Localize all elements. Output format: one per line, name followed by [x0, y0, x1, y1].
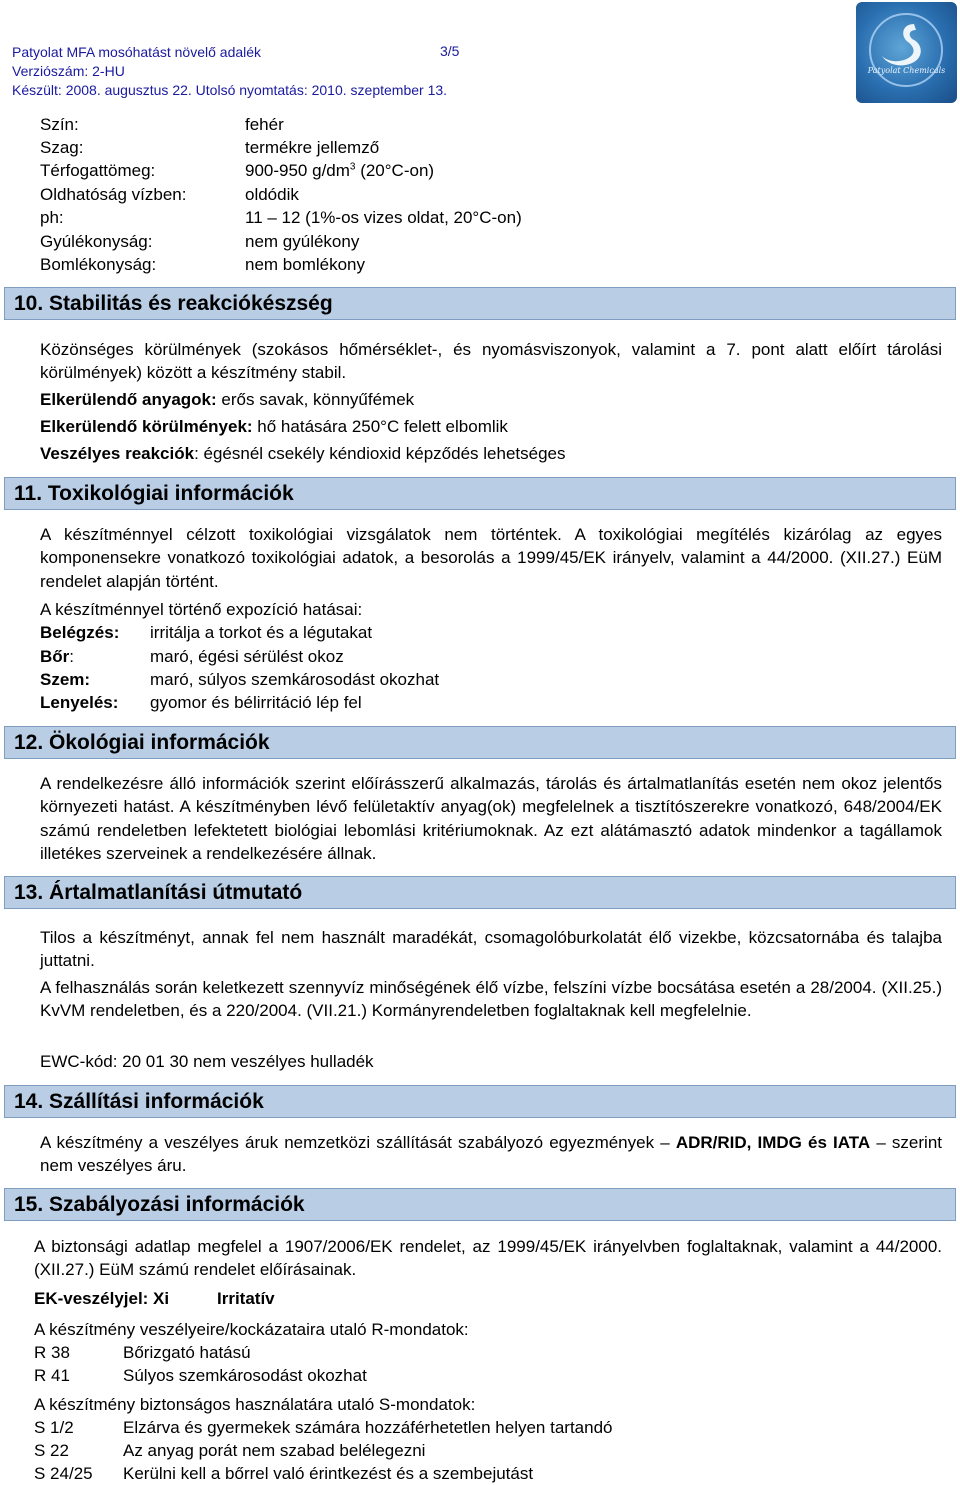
s15-s-intro: A készítmény biztonságos használatára utaló S-mondatok: [34, 1395, 476, 1414]
prop-value: termékre jellemző [245, 138, 380, 157]
r-code: R 38 [34, 1343, 70, 1362]
s13-paragraph-1: Tilos a készítményt, annak fel nem használt maradékát, csomagolóburkolatát élő vizekbe, közcsatornába és talajba juttatni. [40, 928, 942, 971]
effect-label: Bőr: [40, 647, 75, 666]
r-text: Bőrizgató hatású [123, 1343, 251, 1362]
prop-label: Szín: [40, 115, 79, 134]
section-12-heading: 12. Ökológiai információk [4, 726, 956, 759]
prop-label: Térfogattömeg: [40, 161, 156, 180]
s10-hazardous-reactions: Veszélyes reakciók: égésnél csekély kéndioxid képződés lehetséges [40, 444, 566, 463]
s10-paragraph: Közönséges körülmények (szokásos hőmérséklet-, és nyomásviszonyok, valamint a 7. pont alatt előírt tárolási körülmények) között a készítmény stabil. [40, 340, 942, 383]
prop-value: 900-950 $g/dm^3$ (20°C-on) [245, 161, 435, 180]
effect-label: Lenyelés: [40, 693, 119, 712]
header-product: Patyolat MFA mosóhatást növelő adalék [12, 44, 262, 60]
section-15-heading: 15. Szabályozási információk [4, 1188, 956, 1221]
effect-value: maró, égési sérülést okoz [150, 647, 344, 666]
section-11-heading: 11. Toxikológiai információk [4, 477, 956, 510]
page-number: 3/5 [440, 43, 460, 59]
prop-label: Bomlékonyság: [40, 255, 157, 274]
s12-paragraph: A rendelkezésre álló információk szerint előírásszerű alkalmazás, tárolás és ártalmatlanítás esetén nem okoz jelentős környezeti hatást. A készítményben lévő felületaktív anyag(ok) megfelelnek a tisztítószerekre vonatkozó, 648/2004/EK számú rendeletben lefektetett biológiai lebomlási kritériumoknak. Az ezt alátámasztó adatok mindenkor a tagállamok illetékes szerveinek a rendelkezésére állnak. [40, 774, 942, 863]
s15-hazard-symbol-value: Irritatív [217, 1289, 275, 1308]
s15-r-intro: A készítmény veszélyeire/kockázataira utaló R-mondatok: [34, 1320, 469, 1339]
s13-paragraph-2: A felhasználás során keletkezett szennyvíz minőségének élő vízbe, felszíni vízbe bocsátása esetén a 28/2004. (XII.25.) KvVM rendeletben, és a 220/2004. (VII.21.) Kormányrendeletben foglaltaknak kell megfelelnie. [40, 978, 942, 1021]
prop-value: nem bomlékony [245, 255, 366, 274]
s11-paragraph: A készítménnyel célzott toxikológiai vizsgálatok nem történtek. A toxikológiai megítélés kizárólag az egyes komponensekre vonatkozó toxikológiai adatok, a besorolás a 1999/45/EK irányelv, valamint a 44/2000. (XII.27.) EüM rendelet alapján történt. [40, 525, 942, 591]
s-code: S 22 [34, 1441, 69, 1460]
s11-exposure-intro: A készítménnyel történő expozíció hatásai: [40, 600, 363, 619]
prop-value: nem gyúlékony [245, 232, 360, 251]
r-code: R 41 [34, 1366, 70, 1385]
swan-icon [856, 2, 957, 103]
s15-hazard-symbol-label: EK-veszélyjel: Xi [34, 1289, 170, 1308]
logo-text: Patyolat Chemicals [867, 66, 946, 75]
s10-avoid-materials: Elkerülendő anyagok: erős savak, könnyűfémek [40, 390, 415, 409]
s-text: Kerülni kell a bőrrel való érintkezést és a szembejutást [123, 1464, 534, 1483]
s10-avoid-conditions: Elkerülendő körülmények: hő hatására 250°C felett elbomlik [40, 417, 508, 436]
s-code: S 24/25 [34, 1464, 93, 1483]
s-text: Elzárva és gyermekek számára hozzáférhetetlen helyen tartandó [123, 1418, 613, 1437]
prop-value: 11 – 12 (1%-os vizes oldat, 20°C-on) [245, 208, 522, 227]
s15-paragraph: A biztonsági adatlap megfelel a 1907/2006/EK rendelet, az 1999/45/EK irányelvben foglaltaknak, valamint a 44/2000. (XII.27.) EüM számú rendelet előírásainak. [34, 1237, 942, 1280]
company-logo [856, 2, 957, 103]
prop-value: fehér [245, 115, 284, 134]
section-14-heading: 14. Szállítási információk [4, 1085, 956, 1118]
effect-label: Szem: [40, 670, 91, 689]
s-code: S 1/2 [34, 1418, 74, 1437]
s14-paragraph: A készítmény a veszélyes áruk nemzetközi szállítását szabályozó egyezmények – ADR/RID, IMDG és IATA – szerint nem veszélyes áru. [40, 1133, 942, 1176]
prop-label: Szag: [40, 138, 84, 157]
prop-value: oldódik [245, 185, 299, 204]
effect-value: maró, súlyos szemkárosodást okozhat [150, 670, 440, 689]
s-text: Az anyag porát nem szabad belélegezni [123, 1441, 426, 1460]
prop-label: Gyúlékonyság: [40, 232, 153, 251]
section-13-heading: 13. Ártalmatlanítási útmutató [4, 876, 956, 909]
header-version: Verziószám: 2-HU [12, 63, 125, 79]
effect-label: Belégzés: [40, 623, 120, 642]
prop-label: Oldhatóság vízben: [40, 185, 187, 204]
r-text: Súlyos szemkárosodást okozhat [123, 1366, 367, 1385]
section-10-heading: 10. Stabilitás és reakciókészség [4, 287, 956, 320]
s13-ewc-code: EWC-kód: 20 01 30 nem veszélyes hulladék [40, 1052, 374, 1071]
prop-label: ph: [40, 208, 64, 227]
header-dates: Készült: 2008. augusztus 22. Utolsó nyomtatás: 2010. szeptember 13. [12, 82, 448, 98]
effect-value: gyomor és bélirritáció lép fel [150, 693, 362, 712]
effect-value: irritálja a torkot és a légutakat [150, 623, 373, 642]
